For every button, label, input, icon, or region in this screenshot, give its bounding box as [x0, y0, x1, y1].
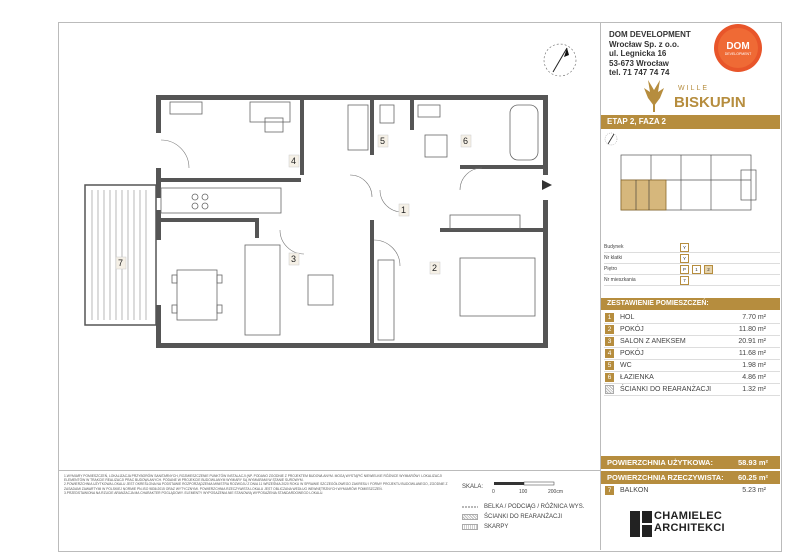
entrance-arrow-icon: [542, 180, 552, 190]
floor-plan: [80, 90, 560, 360]
plan-label-7: 7: [118, 258, 124, 268]
legend: [462, 502, 597, 532]
key-plan: [601, 130, 780, 233]
rooms-header: ZESTAWIENIE POMIESZCZEŃ:: [601, 298, 780, 310]
legend-item: ŚCIANKI DO REARANŻACJI: [462, 512, 597, 522]
total-real-bar: POWIERZCHNIA RZECZYWISTA: 60.25 m²: [601, 471, 780, 484]
svg-text:WILLE: WILLE: [678, 85, 710, 92]
room-row: 4 POKÓJ 11.68 m²: [604, 348, 780, 360]
notes: 1.WYMIARY POMIESZCZEŃ, LOKALIZACJA PRZYBORÓW SANITARNYCH, ROZMIESZCZENIE PUNKTÓW INSTALACJI (NP. PODANO ZGODNIE Z PROJEKTEM BUDOWLANYM. MOGĄ WYSTĄPIĆ NIEWIELKIE RÓŻNICE WYMIARÓW I LOKALIZACJI ELEMENTÓW W TRAKCIE REALIZACJI PRAC BUDOWLANYCH. PODANE W PROJEKCIE BUDOWLANYM WYMIARY SĄ WYMIARAMI W STANIE SUROWYM. 2.POWIERZCHNIA UŻYTKOWA LOKALU JEST OKREŚLONA NA PODSTAWIE ROZPORZĄDZENIA MINISTRA ROZWOJU Z DNIA 11 WRZEŚNIA 2020 ROKU W SPRAWIE SZCZEGÓŁOWEGO ZAKRESU I FORMY PROJEKTU BUDOWLANEGO, ZGODNIE Z ZASADAMI ZAWARTYMI W POLSKIEJ NORMIE PN-ISO 9836:2015 ORAZ WYTYCZNYMI. POWIERZCHNIA RZECZYWISTA LOKALU JEST OBLICZANA WEDŁUG WEWNĘTRZNYCH WYMIARÓW POMIESZCZEŃ. 3.PRZEDSTAWIONA NA RZUCIE ARANŻACJA MA CHARAKTER POGLĄDOWY. ELEMENTY WYPOSAŻENIA NIE STANOWIĄ WYPOSAŻENIA STANDARDOWEGO LOKALU.: [64, 474, 448, 495]
compass-small-icon: [604, 132, 618, 146]
room-row: 2 POKÓJ 11.80 m²: [604, 324, 780, 336]
total-usable-bar: POWIERZCHNIA UŻYTKOWA: 58.93 m²: [601, 456, 780, 469]
room-row: 1 HOL 7.70 m²: [604, 312, 780, 324]
company-street: ul. Legnicka 16: [609, 49, 667, 58]
company-phone: tel. 71 747 74 74: [609, 68, 670, 77]
plan-label-6: 6: [463, 136, 469, 146]
room-row-walls: ŚCIANKI DO REARANŻACJI 1.32 m²: [604, 384, 780, 396]
wille-biskupin-logo: [634, 76, 774, 116]
svg-text:200cm: 200cm: [548, 489, 564, 495]
legend-item: SKARPY: [462, 522, 597, 532]
scale-bar: [462, 478, 597, 498]
plan-label-5: 5: [380, 136, 386, 146]
room-row: 6 ŁAZIENKA 4.86 m²: [604, 372, 780, 384]
info-row-pietro: Piętro P 1 2: [604, 264, 780, 275]
hatch-swatch-icon: [462, 514, 478, 520]
room-row: 5 WC 1.98 m²: [604, 360, 780, 372]
location-info: [604, 242, 780, 286]
plan-label-4: 4: [291, 156, 297, 166]
legend-item: BELKA / PODCIĄG / RÓŻNICA WYS.: [462, 502, 597, 512]
svg-text:DEVELOPMENT: DEVELOPMENT: [724, 52, 752, 56]
company-info: [609, 30, 691, 78]
etap-bar: ETAP 2, FAZA 2: [601, 115, 780, 129]
plan-label-3: 3: [291, 254, 297, 264]
company-legal: Wrocław Sp. z o.o.: [609, 39, 680, 49]
sheet-divider-horizontal: [58, 470, 600, 471]
architect-name: CHAMIELEC ARCHITEKCI: [654, 510, 725, 534]
svg-text:BISKUPIN: BISKUPIN: [674, 94, 746, 111]
info-row-budynek: Budynek Y: [604, 242, 780, 253]
hatch-swatch-icon: [605, 385, 614, 394]
info-row-mieszkanie: Nr mieszkania 7: [604, 275, 780, 286]
company-name: DOM DEVELOPMENT: [609, 30, 691, 39]
svg-text:100: 100: [519, 489, 528, 495]
svg-text:0: 0: [492, 489, 495, 495]
company-city: 53-673 Wrocław: [609, 58, 669, 68]
room-row: 3 SALON Z ANEKSEM 20.91 m²: [604, 336, 780, 348]
slope-swatch-icon: [462, 524, 478, 530]
plan-label-1: 1: [401, 205, 407, 215]
scale-label: SKALA:: [462, 484, 484, 490]
info-row-klatka: Nr klatki Y: [604, 253, 780, 264]
compass-icon: [540, 40, 580, 80]
dom-development-logo: [713, 23, 763, 73]
balcony-row: 7 BALKON 5.23 m²: [604, 485, 780, 496]
svg-text:DOM: DOM: [726, 41, 750, 52]
rooms-table: [604, 312, 780, 396]
plan-label-2: 2: [432, 263, 438, 273]
beam-line-icon: [462, 504, 478, 510]
